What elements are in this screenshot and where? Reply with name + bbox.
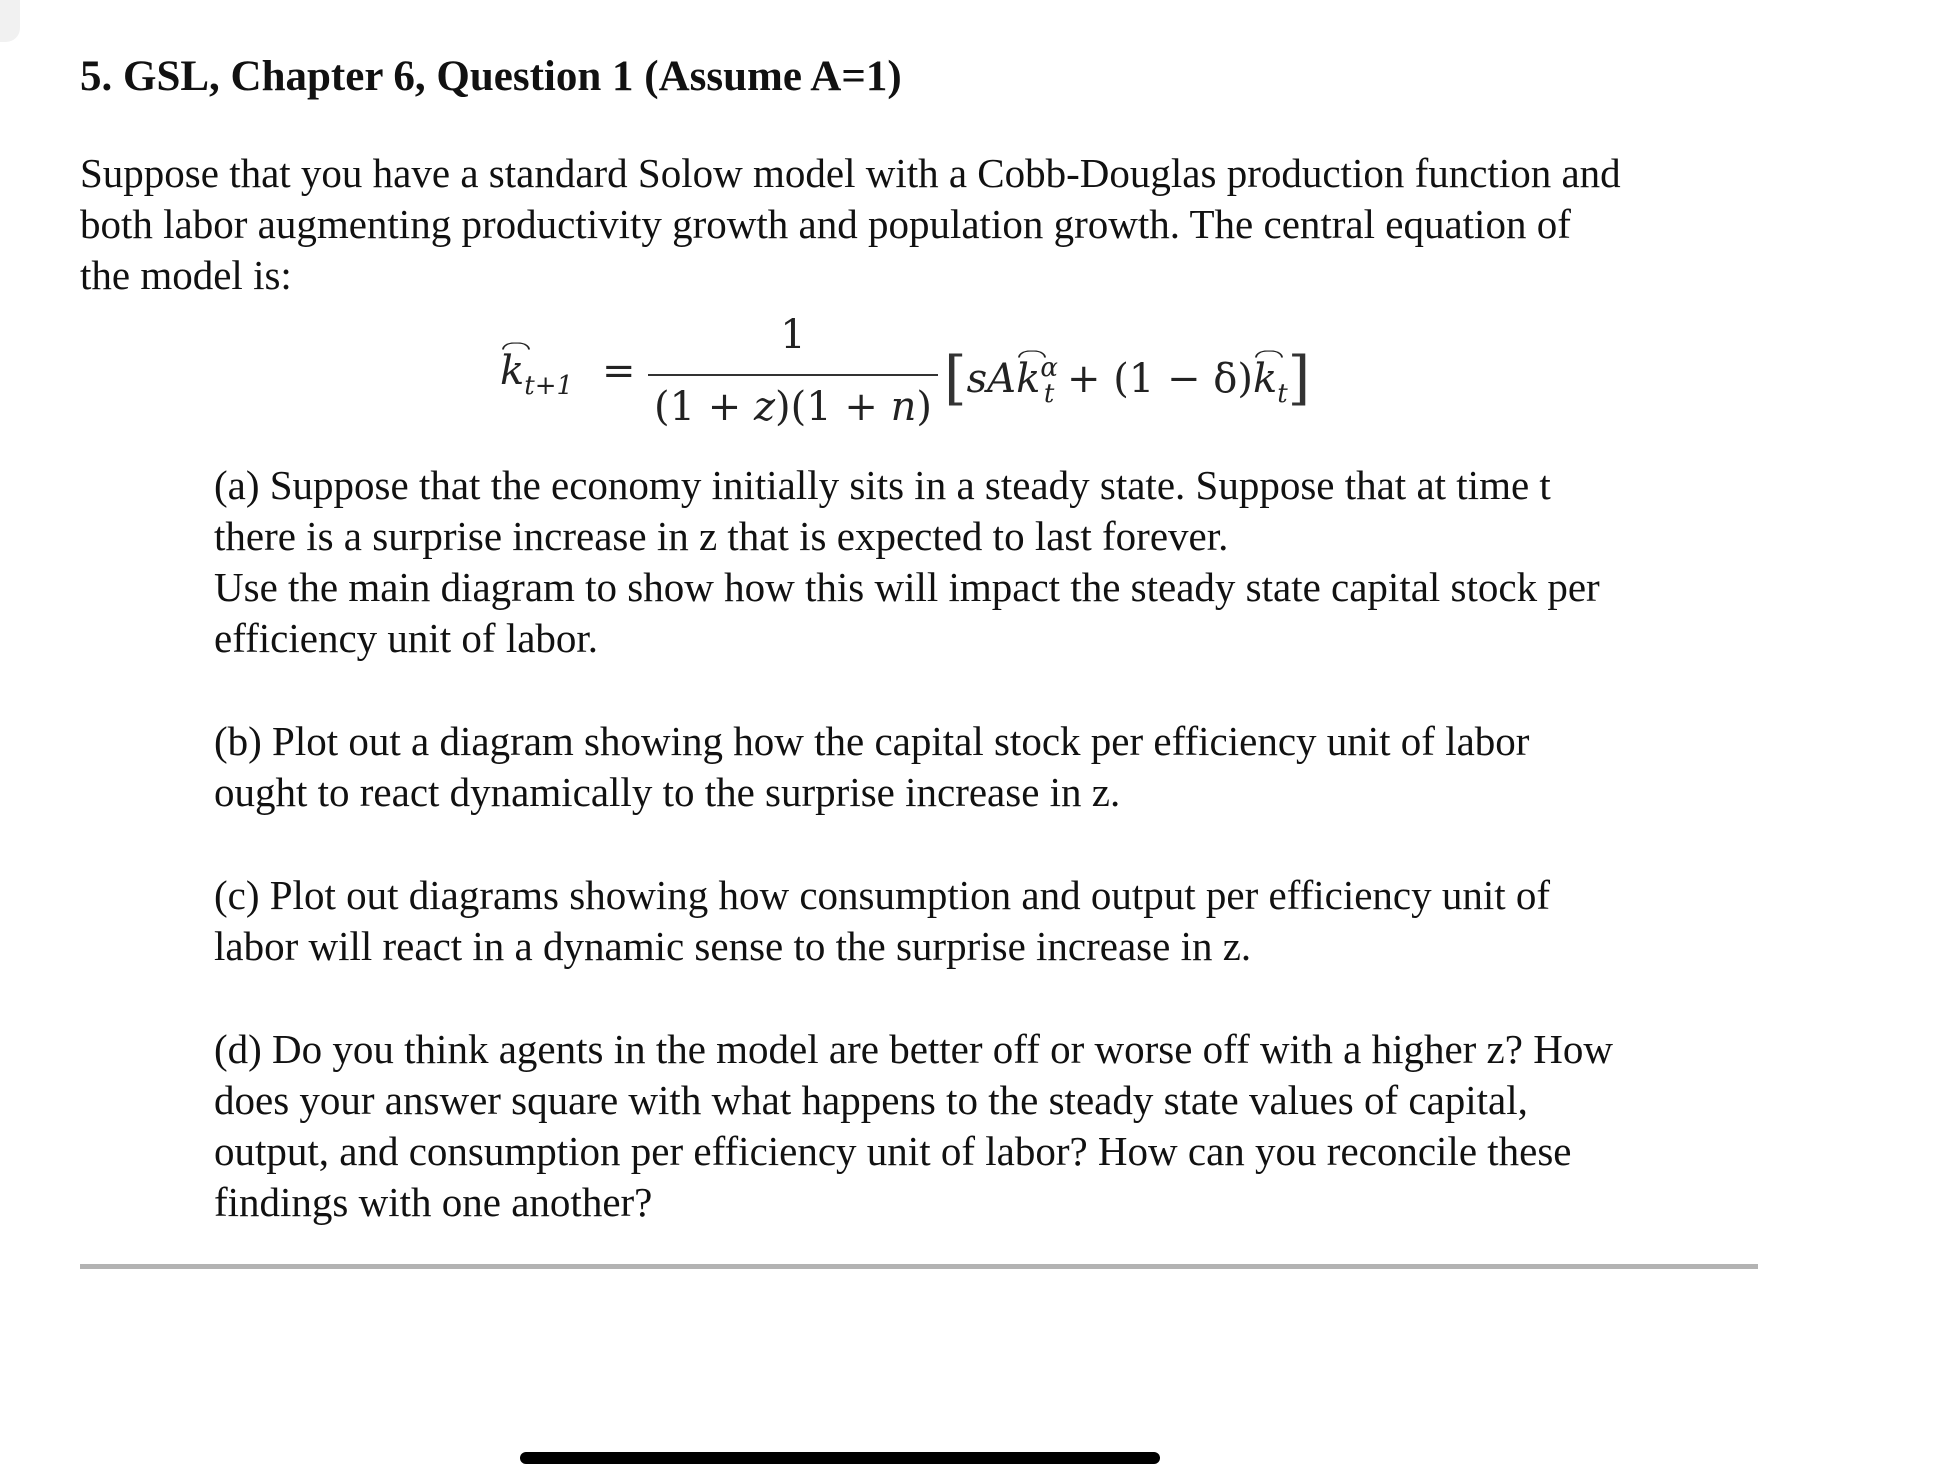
intro-line: both labor augmenting productivity growth and population growth. The central equation of <box>80 201 1571 247</box>
part-line: (c) Plot out diagrams showing how consumption and output per efficiency unit of <box>214 872 1551 918</box>
part-c <box>214 870 1834 972</box>
central-equation <box>500 312 1400 442</box>
k-hat-symbol: k <box>500 348 525 394</box>
part-d <box>214 1024 1834 1228</box>
part-line: (d) Do you think agents in the model are better off or worse off with a higher z? How <box>214 1026 1613 1072</box>
part-line: does your answer square with what happens to the steady state values of capital, <box>214 1077 1528 1123</box>
home-indicator-bar[interactable] <box>520 1452 1160 1464</box>
part-line: output, and consumption per efficiency unit of labor? How can you reconcile these <box>214 1128 1572 1174</box>
corner-indicator <box>0 0 20 42</box>
part-line: labor will react in a dynamic sense to the surprise increase in z. <box>214 923 1252 969</box>
part-line: (a) Suppose that the economy initially sits in a steady state. Suppose that at time t <box>214 462 1551 508</box>
intro-line: Suppose that you have a standard Solow model with a Cobb-Douglas production function and <box>80 150 1621 196</box>
right-bracket: ] <box>1287 344 1311 412</box>
equals-sign: = <box>602 348 636 394</box>
fraction-numerator: 1 <box>780 312 806 358</box>
part-line: there is a surprise increase in z that is expected to last forever. <box>214 513 1229 559</box>
part-line: (b) Plot out a diagram showing how the capital stock per efficiency unit of labor <box>214 718 1530 764</box>
left-bracket: [ <box>944 344 967 412</box>
section-divider <box>80 1264 1758 1269</box>
part-line: efficiency unit of labor. <box>214 615 599 661</box>
fraction-denominator: (1 + z)(1 + n) <box>653 384 933 430</box>
lhs-subscript: t+1 <box>524 371 574 401</box>
bracketed-term: $[sAk^\alpha_t + (1 - \delta)k_t]$ <box>944 344 1311 412</box>
part-a <box>214 460 1834 664</box>
question-parts <box>214 460 1834 1228</box>
intro-line: the model is: <box>80 252 292 298</box>
part-line: ought to react dynamically to the surprise increase in z. <box>214 769 1121 815</box>
question-title: 5. GSL, Chapter 6, Question 1 (Assume A=1) <box>80 53 902 100</box>
part-b <box>214 716 1834 818</box>
part-line: findings with one another? <box>214 1179 653 1225</box>
equation-lhs <box>500 348 573 401</box>
fraction <box>648 312 938 442</box>
fraction-bar <box>648 374 938 376</box>
part-line: Use the main diagram to show how this will impact the steady state capital stock per <box>214 564 1600 610</box>
question-intro <box>80 148 1800 301</box>
k-hat-symbol: k <box>1016 356 1041 402</box>
k-hat-symbol: k <box>1252 356 1278 402</box>
